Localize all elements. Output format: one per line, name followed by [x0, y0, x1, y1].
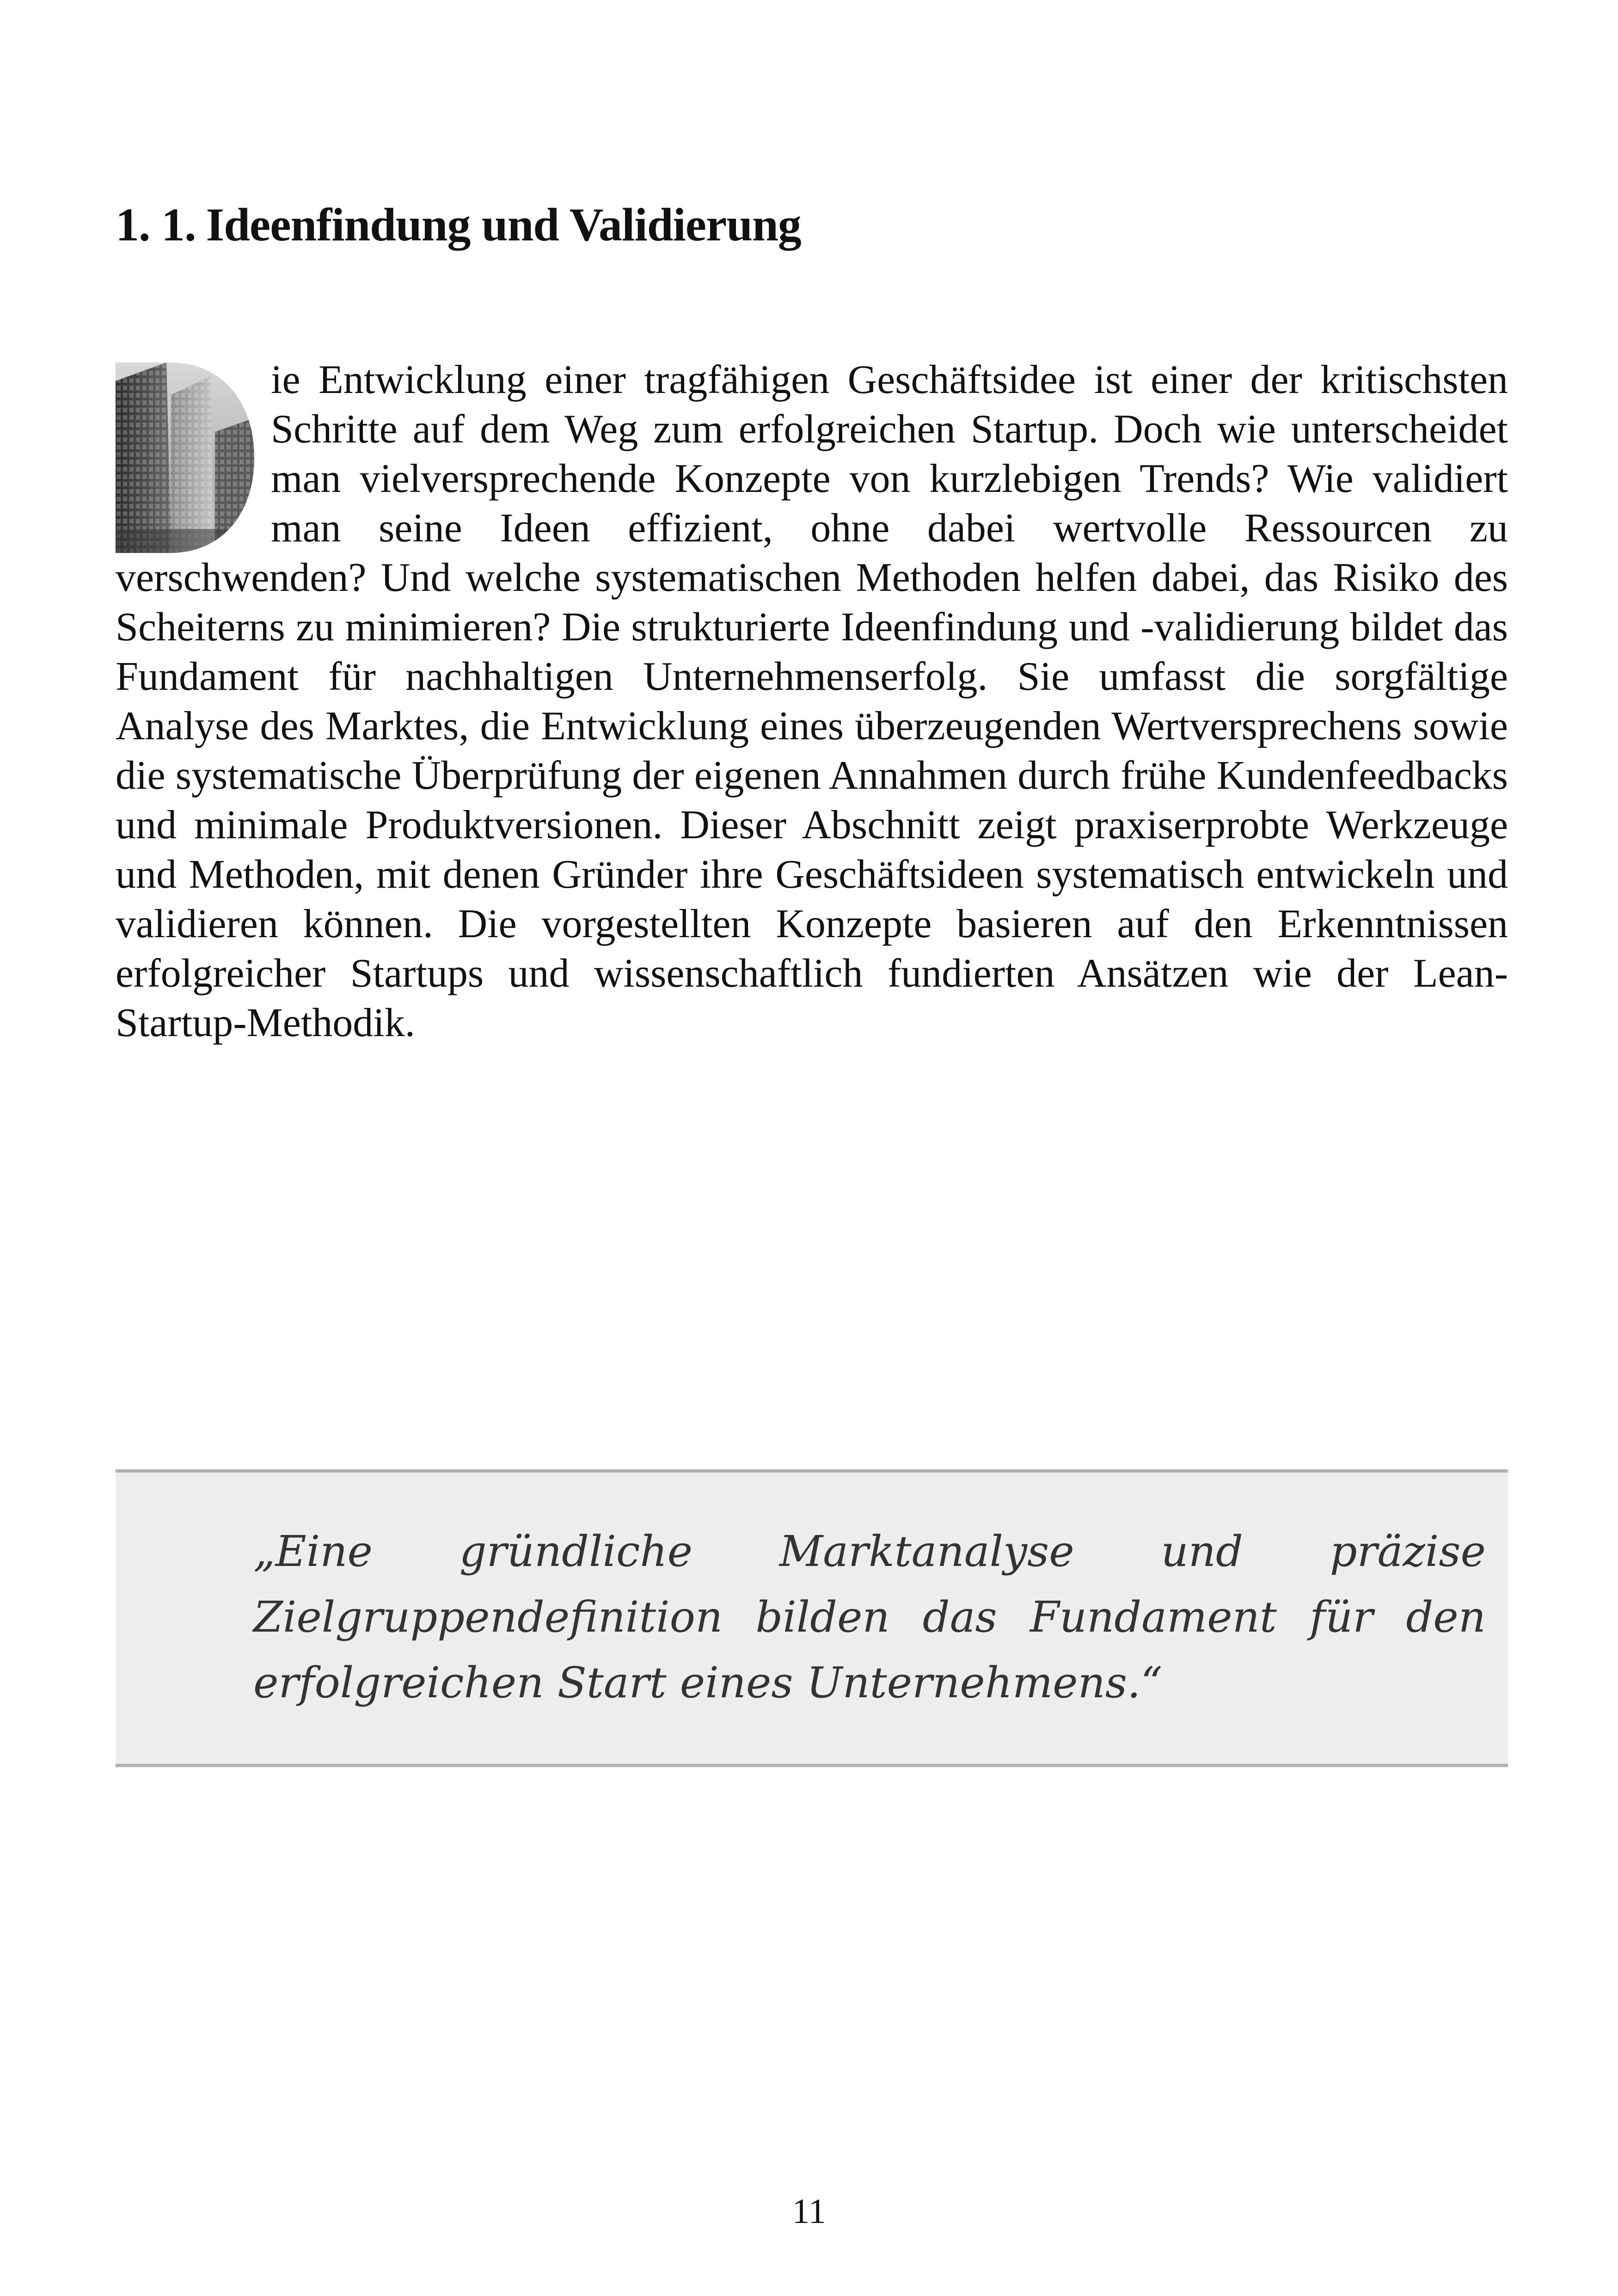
section-heading: [116, 198, 801, 252]
body-paragraph: [116, 355, 1508, 1048]
section-title: Ideenfindung und Validierung: [206, 199, 801, 251]
body-text: ie Entwicklung einer tragfähigen Geschäftsidee ist einer der kritischsten Schritte auf dem Weg zum erfolgreichen Startup. Doch wie unterscheidet man vielversprechende Konzepte von kurzlebigen Trends? Wie validiert man seine Ideen effizient, ohne dabei wertvolle Ressourcen zu verschwenden? Und welche systematischen Methoden helfen dabei, das Risiko des Scheiterns zu minimieren? Die strukturierte Ideenfindung und -validierung bildet das Fundament für nachhaltigen Unternehmenserfolg. Sie umfasst die sorgfältige Analyse des Marktes, die Entwicklung eines überzeugenden Wertversprechens sowie die systematische Überprüfung der eigenen Annahmen durch frühe Kundenfeedbacks und minimale Produktversionen. Dieser Abschnitt zeigt praxiserprobte Werkzeuge und Methoden, mit denen Gründer ihre Geschäftsideen systematisch entwickeln und validieren können. Die vorgestellten Konzepte basieren auf den Erkenntnissen erfolgreicher Startups und wissenschaftlich fundierten Ansätzen wie der Lean-Startup-Methodik.: [116, 357, 1508, 1045]
page-number: 11: [792, 2192, 826, 2231]
pull-quote-box: [116, 1469, 1508, 1767]
section-number: 1. 1.: [116, 199, 196, 251]
drop-cap-image: [116, 362, 254, 553]
pull-quote-text: „Eine gründliche Marktanalyse und präzise Zielgruppendefinition bilden das Fundament für den erfolgreichen Start eines Unternehmens.“: [253, 1527, 1486, 1707]
